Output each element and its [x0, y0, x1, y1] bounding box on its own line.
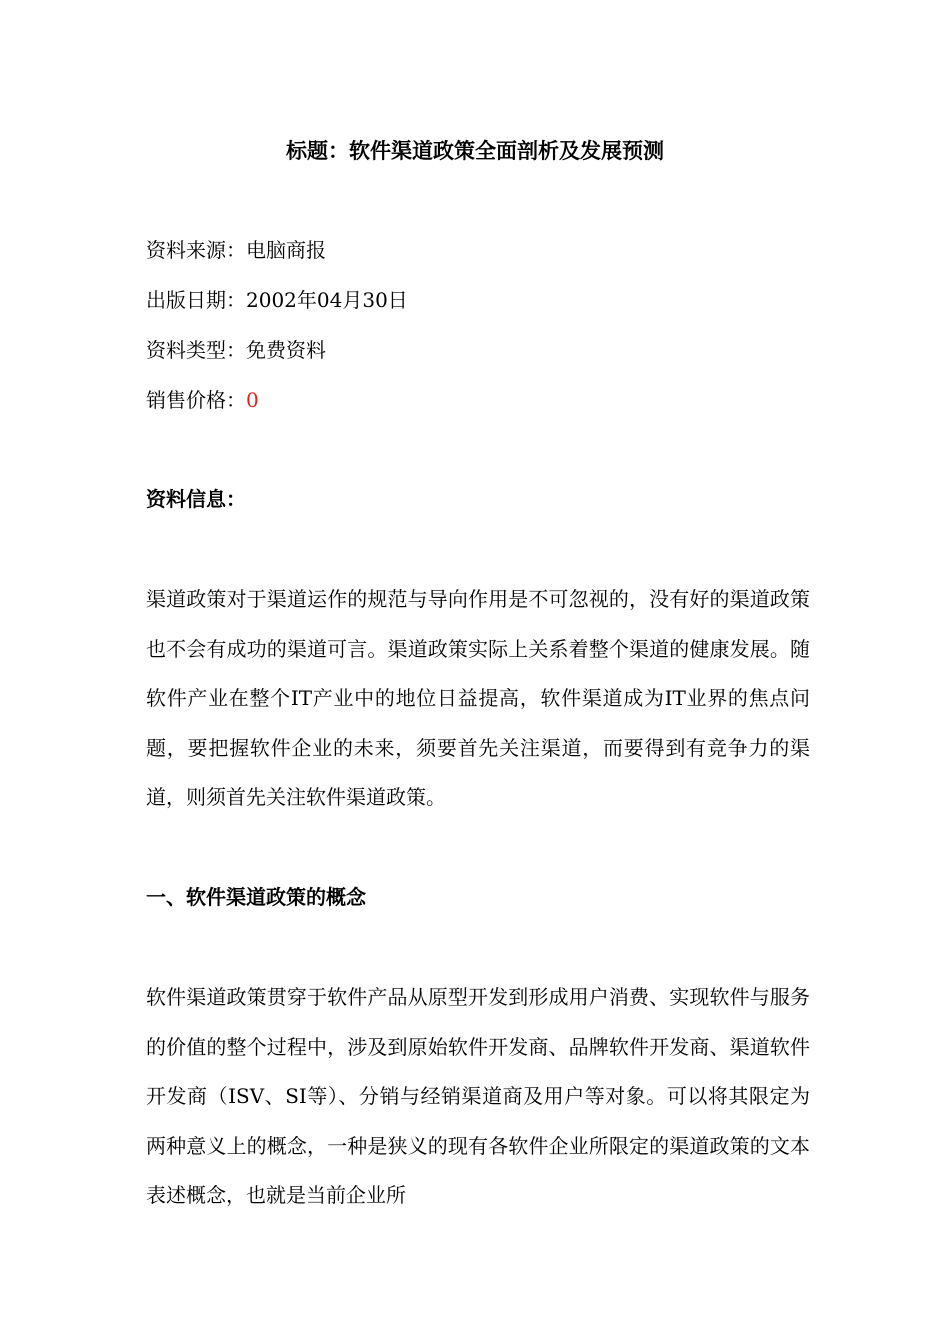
meta-price-label: 销售价格：: [146, 388, 246, 412]
info-heading: 资料信息：: [146, 487, 246, 511]
document-title: 标题：软件渠道政策全面剖析及发展预测: [286, 138, 664, 163]
meta-source: 资料来源：电脑商报: [146, 238, 326, 262]
meta-price: [146, 385, 259, 415]
meta-publish-date: 出版日期：2002年04月30日: [146, 288, 408, 312]
section1-paragraph: 软件渠道政策贯穿于软件产品从原型开发到形成用户消费、实现软件与服务的价值的整个过程中，涉及到原始软件开发商、品牌软件开发商、渠道软件开发商（ISV、SI等）、分销与经销渠道商及用户等对象。可以将其限定为两种意义上的概念，一种是狭义的现有各软件企业所限定的渠道政策的文本表述概念，也就是当前企业所: [146, 985, 810, 1208]
section1-heading: 一、软件渠道政策的概念: [146, 885, 366, 909]
meta-price-value: 0: [246, 388, 259, 412]
intro-paragraph: 渠道政策对于渠道运作的规范与导向作用是不可忽视的，没有好的渠道政策也不会有成功的渠道可言。渠道政策实际上关系着整个渠道的健康发展。随软件产业在整个IT产业中的地位日益提高，软件渠道成为IT业界的焦点问题，要把握软件企业的未来，须要首先关注渠道，而要得到有竞争力的渠道，则须首先关注软件渠道政策。: [146, 587, 810, 810]
meta-material-type: 资料类型：免费资料: [146, 338, 326, 362]
